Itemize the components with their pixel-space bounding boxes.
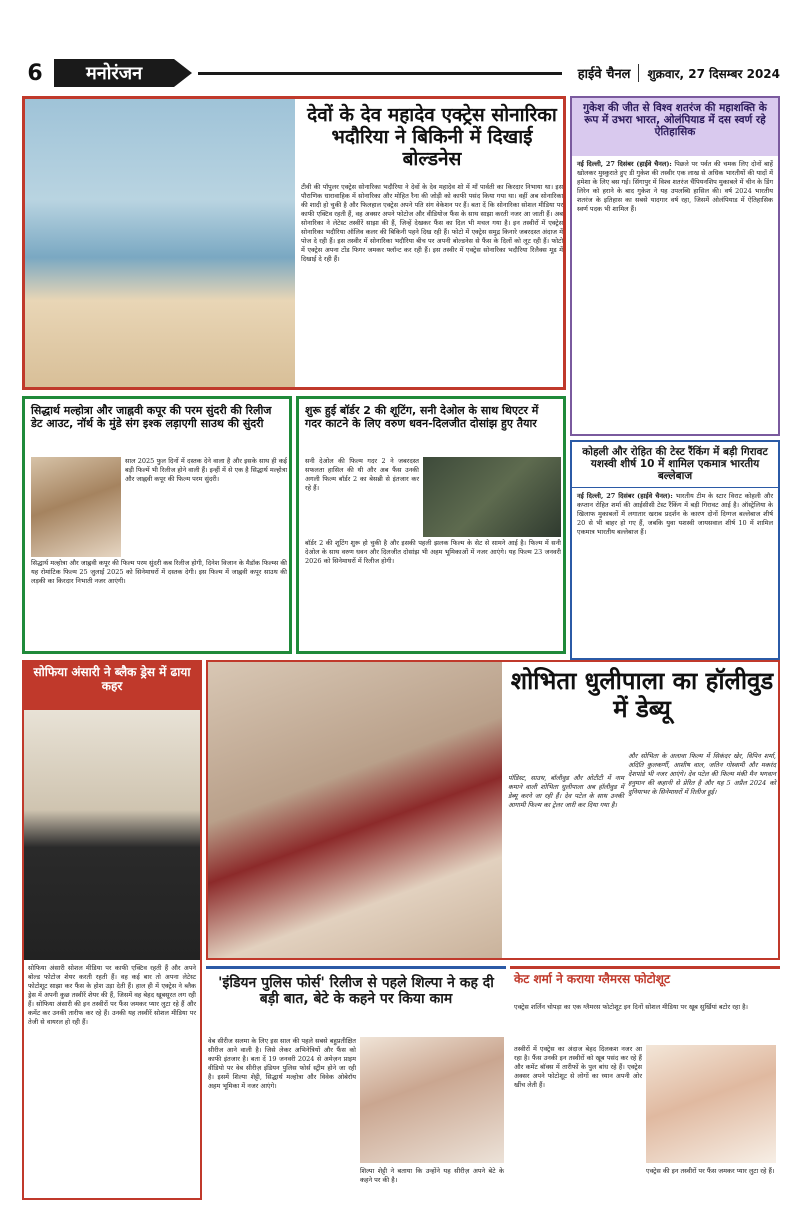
story-headline: सोफिया अंसारी ने ब्लैक ड्रेस में ढाया कहर (24, 662, 200, 710)
story-border2 (296, 396, 566, 654)
story-photo (208, 662, 502, 958)
story-body-continued: बॉर्डर 2 की शूटिंग शुरू हो चुकी है और इसकी पहली झलक फिल्म के सेट से सामने आई है। फिल्म में सनी देओल के साथ वरुण धवन और दिलजीत दोसांझ भी अहम भूमिकाओं में नजर आएंगे। यह फिल्म 23 जनवरी 2026 को सिनेमाघरों में रिलीज होगी। (305, 539, 561, 565)
story-body: टीवी की पॉपुलर एक्ट्रेस सोनारिका भदौरिया ने देवों के देव महादेव शो में माँ पार्वती का किरदार निभाया था। इस पौराणिक धारावाहिक में सोनारिका और मोहित रैना की जोड़ी को काफी पसंद किया गया था। वहीं अब सोनारिका की शादी हो चुकी है और फिलहाल एक्ट्रेस अपने पति संग वेकेशन पर हैं। बता दें कि सोनारिका सोशल मीडिया पर काफी एक्टिव रहती हैं, वह अक्सर अपने फोटोज और वीडियोज फैंस के साथ साझा करती नजर आ जाती हैं। अब सोनारिका ने लेटेस्ट तस्वीरें साझा की हैं, जिन्हें देखकर फैंस का दिल भी मचल गया है। इन तस्वीरों में एक्ट्रेस सोनारिका भदौरिया ऑलिव कलर की बिकिनी पहने दिख रही हैं। फोटो में एक्ट्रेस समुद्र किनारे जबरदस्त अंदाज में पोज दे रही हैं। इस तस्वीर में सोनारिका भदौरिया बीच पर अपनी बोल्डनेस से फैंस के दिलों को लूट रही हैं। फोटो में एक्ट्रेस अपना टोंड फिगर जमकर फ्लॉन्ट कर रही हैं। इस तस्वीर में एक्ट्रेस सोनारिका भदौरिया रिलैक्स मूड में दिखाई दे रही हैं। (301, 183, 563, 263)
story-headline: 'इंडियन पुलिस फोर्स' रिलीज से पहले शिल्पा ने कह दी बड़ी बात, बेटे के कहने पर किया काम (218, 975, 494, 1008)
story-intro: एक्ट्रेस शर्लिन चोपड़ा का एक ग्लैमरस फोटोशूट इन दिनों सोशल मीडिया पर खूब सुर्खियां बटोर रहा है। (514, 1003, 749, 1011)
masthead-rule (198, 72, 562, 75)
story-headline: सिद्धार्थ मल्होत्रा और जाह्नवी कपूर की परम सुंदरी की रिलीज डेट आउट, नॉर्थ के मुंडे संग इश्क लड़ाएगी साउथ की सुंदरी (31, 404, 272, 430)
story-photo (360, 1037, 504, 1163)
newspaper-brand: हाईवे चैनल (570, 64, 640, 82)
story-headline: देवों के देव महादेव एक्ट्रेस सोनारिका भदौरिया ने बिकिनी में दिखाई बोल्डनेस (307, 104, 557, 170)
story-body: सनी देओल की फिल्म गदर 2 ने जबरदस्त सफलता हासिल की थी और अब फैंस उनकी अगली फिल्म बॉर्डर 2 का बेसब्री से इंतजार कर रहे हैं। (305, 457, 419, 492)
story-body: पॉडिस्ट, साउथ, बॉलीवुड और ओटीटी में नाम कमाने वाली शोभिता धुलीपाला अब हॉलीवुड में डेब्यू करने जा रही हैं। देव पटेल के साथ उनकी आगामी फिल्म का ट्रेलर जारी कर दिया गया है। (508, 774, 624, 809)
story-photo (24, 710, 200, 960)
story-body: सोफिया अंसारी सोशल मीडिया पर काफी एक्टिव रहती हैं और अपने बोल्ड फोटोज शेयर करती रहती हैं। वह कई बार तो अपना लेटेस्ट फोटोशूट साझा कर फैंस के होश उड़ा देती हैं। हाल ही में एक्ट्रेस ने ब्लैक ड्रेस में अपनी कुछ तस्वीरें शेयर की हैं, जिसमें वह बेहद खूबसूरत लग रही हैं। सोफिया अंसारी की इन तस्वीरों पर फैंस जमकर प्यार लुटा रहे हैं और कमेंट कर उनकी तारीफ कर रहे हैं। उनकी यह तस्वीरें सोशल मीडिया पर तेजी से वायरल हो रही हैं। (28, 964, 196, 1026)
story-kohli (570, 440, 780, 660)
story-photo (646, 1045, 776, 1163)
story-body: वेब सीरीज सलमा के लिए इस साल की पहले सबसे बहुप्रतीक्षित सीरीज आने वाली है। जिसे लेकर अभिनेत्रियों और फैंस को काफी इंतजार है। बता दें 19 जनवरी 2024 से अमेज़न प्राइम वीडियो पर वेब सीरीज़ इंडियन पुलिस फोर्स स्ट्रीम होने जा रही है। इसमें शिल्पा शेट्टी, सिद्धार्थ मल्होत्रा और विवेक ओबेरॉय अहम भूमिका में नजर आएंगे। (208, 1037, 356, 1090)
story-gukesh (570, 96, 780, 436)
story-headline: शुरू हुई बॉर्डर 2 की शूटिंग, सनी देओल के साथ थिएटर में गदर काटने के लिए वरुण धवन-दिलजीत दोसांझ हुए तैयार (305, 404, 539, 430)
masthead (22, 58, 780, 88)
story-body-continued: और सोभिता के अलावा फिल्म में सिकंदर खेर, विपिन शर्मा, अदिति कुलकर्णी, आशीष वाल, जतिन गोस्वामी और मकरंद देशपांडे भी नजर आएंगे। देव पटेल की फिल्म मंकी मैन भगवान हनुमान की कहानी से प्रेरित है और यह 5 अप्रैल 2024 को दुनियाभर के सिनेमाघरों में रिलीज हुई। (628, 752, 776, 796)
story-photo (423, 457, 561, 537)
page-number: 6 (22, 59, 48, 87)
story-body-continued: सिद्धार्थ मल्होत्रा और जाह्नवी कपूर की फिल्म परम सुंदरी कब रिलीज होगी, दिनेश विजान के मैडॉक फिल्म्स की यह रोमांटिक फिल्म 25 जुलाई 2025 को सिनेमाघरों में दस्तक देगी। इस फिल्म में जाह्नवी कपूर साउथ की लड़की का किरदार निभाती नजर आएंगी। (31, 559, 287, 585)
story-sofia (22, 660, 202, 1200)
story-shilpa (206, 966, 506, 1202)
story-body-continued: एक्ट्रेस की इन तस्वीरों पर फैंस जमकर प्यार लुटा रहे हैं। (646, 1167, 775, 1175)
story-katrina (510, 966, 780, 1202)
story-body: भारतीय टीम के स्टार विराट कोहली और कप्तान रोहित शर्मा की आईसीसी टेस्ट रैंकिंग में बड़ी गिरावट आई है। ऑस्ट्रेलिया के खिलाफ मुकाबलों में लगातार खराब प्रदर्शन के कारण दोनों दिग्गज बल्लेबाज शीर्ष 20 से भी बाहर हो गए हैं, जबकि युवा यशस्वी जायसवाल शीर्ष 10 में शामिल एकमात्र भारतीय बल्लेबाज हैं। (577, 492, 773, 536)
story-sidharth (22, 396, 292, 654)
story-body: तस्वीरों में एक्ट्रेस का अंदाज बेहद दिलकश नजर आ रहा है। फैंस उनकी इन तस्वीरों को खूब पसंद कर रहे हैं और कमेंट बॉक्स में तारीफों के पुल बांध रहे हैं। एक्ट्रेस अक्सर अपने फोटोशूट से लोगों का ध्यान अपनी ओर खींच लेती हैं। (514, 1045, 642, 1089)
story-sonarika (22, 96, 566, 390)
story-headline: केट शर्मा ने कराया ग्लैमरस फोटोशूट (514, 972, 670, 986)
story-body: पिछले पर पर्वत की चमक लिए दोनों बाहें खोलकर मुस्कुराते हुए डी गुकेश की तस्वीर एक लाख से अधिक भारतीयों की यादों में हमेशा के लिए बस गई। सिंगापुर में विश्व शतरंज चैंपियनशिप मुकाबले में चीन के डिंग लिरेन को हराने के बाद गुकेश ने यह उपलब्धि हासिल की। वर्ष 2024 भारतीय शतरंज के इतिहास का सबसे यादगार वर्ष रहा, जिसमें ओलंपियाड में ऐतिहासिक स्वर्ण पदक भी शामिल हैं। (577, 160, 773, 213)
story-body-continued: शिल्पा शेट्टी ने बताया कि उन्होंने यह सीरीज़ अपने बेटे के कहने पर की है। (360, 1167, 504, 1184)
story-body-wrap (572, 488, 778, 658)
story-headline: शोभिता धुलीपाला का हॉलीवुड में डेब्यू (510, 667, 774, 723)
story-photo (25, 99, 295, 387)
story-body-wrap (572, 156, 778, 432)
section-name: मनोरंजन (54, 59, 174, 87)
story-headline: कोहली और रोहित की टेस्ट रैंकिंग में बड़ी गिरावट यशस्वी शीर्ष 10 में शामिल एकमात्र भारतीय बल्लेबाज (572, 442, 778, 488)
story-sobhita (206, 660, 780, 960)
story-dateline: नई दिल्ली, 27 दिसंबर (हाईवे चैनल): (577, 492, 673, 500)
story-headline: गुकेश की जीत से विश्व शतरंज की महाशक्ति के रूप में उभरा भारत, ओलंपियाड में दस स्वर्ण रहे ऐतिहासिक (572, 98, 778, 156)
story-dateline: नई दिल्ली, 27 दिसंबर (हाईवे चैनल): (577, 160, 672, 168)
story-photo (31, 457, 121, 557)
issue-date: शुक्रवार, 27 दिसम्बर 2024 (647, 66, 780, 81)
story-body: साल 2025 फुल दिनों में दस्तक देने वाला है और इसके साथ ही कई बड़ी फिल्में भी रिलीज होने वाली हैं। इन्हीं में से एक है सिद्धार्थ मल्होत्रा और जाह्नवी कपूर की फिल्म परम सुंदरी। (125, 457, 287, 483)
